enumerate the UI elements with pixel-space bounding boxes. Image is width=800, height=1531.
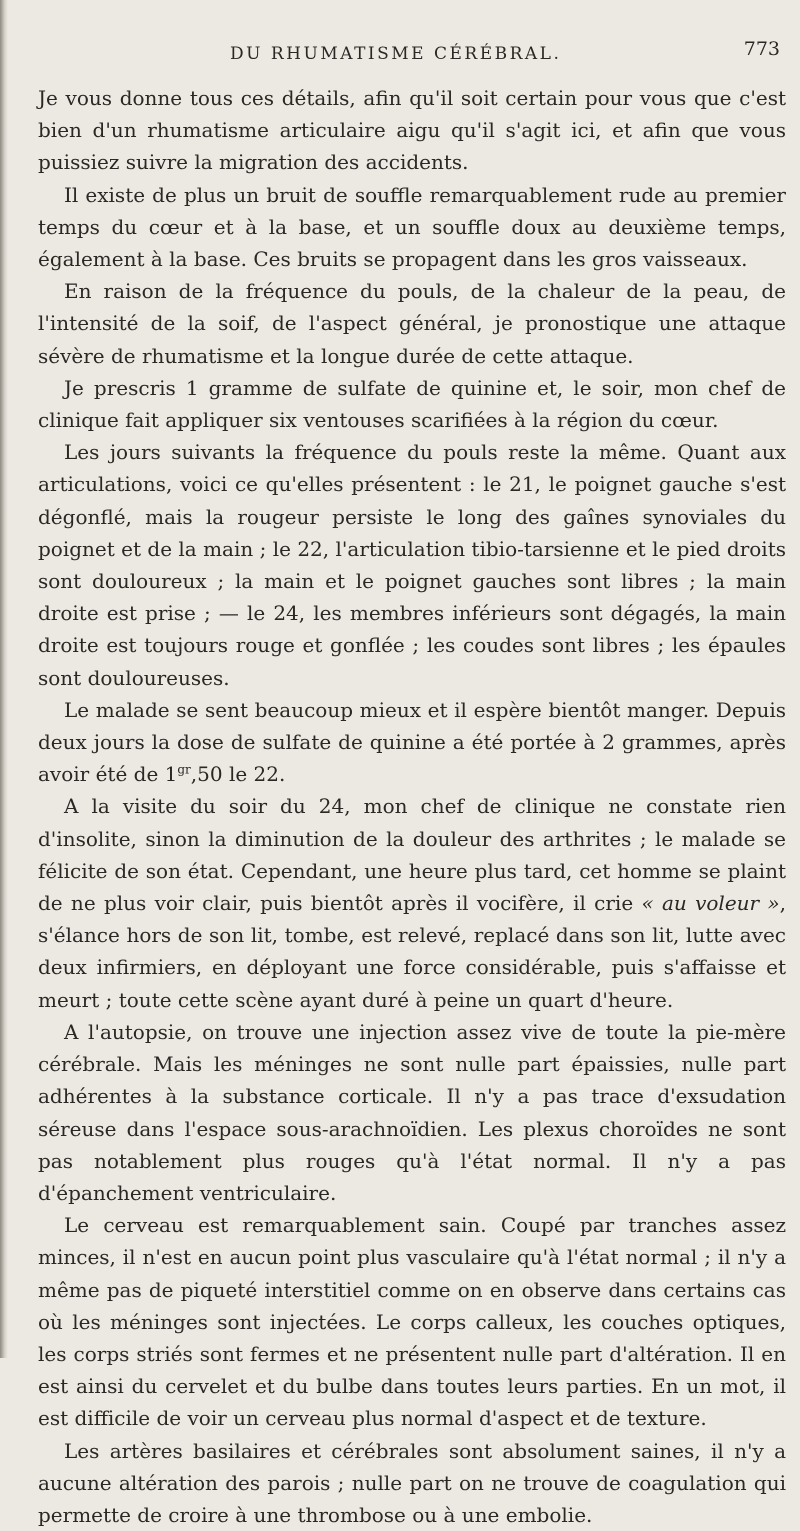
- body-text: [38, 82, 786, 1531]
- dose-tail: ,50 le 22.: [190, 762, 286, 787]
- dose-superscript: gr: [177, 762, 191, 777]
- quote-au-voleur: « au voleur »: [641, 891, 780, 916]
- paragraph-prescription: Je prescris 1 gramme de sulfate de quinine et, le soir, mon chef de clinique fait appliquer six ventouses scarifiées à la région du cœur.: [38, 375, 786, 433]
- paragraph-autopsie: A l'autopsie, on trouve une injection assez vive de toute la pie-mère cérébrale. Mais les méninges ne sont nulle part épaissies, nulle part adhérentes à la substance corticale. Il n'y a pas trace d'exsudation séreuse dans l'espace sous-arachnoïdien. Les plexus choroïdes ne sont pas notablement plus rouges qu'à l'état normal. Il n'y a pas d'épanchement ventriculaire.: [38, 1019, 786, 1205]
- page-header: [0, 38, 800, 74]
- paragraph-quinine: [38, 694, 786, 791]
- paragraph-details: Je vous donne tous ces détails, afin qu'il soit certain pour vous que c'est bien d'un rhumatisme articulaire aigu qu'il s'agit ici, et afin que vous puissiez suivre la migration des accidents.: [38, 86, 786, 175]
- visite-text: A la visite du soir du 24, mon chef de clinique ne constate rien d'insolite, sinon la diminution de la douleur des arthrites ; le malade se félicite de son état. Cependant, une heure plus tard, cet homme se plaint de ne plus voir clair, puis bientôt après il vocifère, il crie: [38, 794, 786, 916]
- paragraph-articulations: Les jours suivants la fréquence du pouls reste la même. Quant aux articulations, voici ce qu'elles présentent : le 21, le poignet gauche s'est dégonflé, mais la rougeur persiste le long des gaînes synoviales du poignet et de la main ; le 22, l'articulation tibio-tarsienne et le pied droits sont douloureux ; la main et le poignet gauches sont libres ; la main droite est prise ; — le 24, les membres inférieurs sont dégagés, la main droite est toujours rouge et gonflée ; les coudes sont libres ; les épaules sont douloureuses.: [38, 440, 786, 690]
- paragraph-pronostic: En raison de la fréquence du pouls, de la chaleur de la peau, de l'intensité de la soif, de l'aspect général, je pronostique une attaque sévère de rhumatisme et la longue durée de cette attaque.: [38, 279, 786, 368]
- page-number: 773: [743, 38, 780, 60]
- running-head: DU RHUMATISME CÉRÉBRAL.: [230, 44, 562, 64]
- page-spine-shadow: [0, 0, 8, 1358]
- quinine-text: Le malade se sent beaucoup mieux et il espère bientôt manger. Depuis deux jours la dose de sulfate de quinine a été portée à 2 grammes, après avoir été de 1: [38, 697, 786, 787]
- paragraph-cerveau: Le cerveau est remarquablement sain. Coupé par tranches assez minces, il n'est en aucun point plus vasculaire qu'à l'état normal ; il n'y a même pas de piqueté interstitiel comme on en observe dans certains cas où les méninges sont injectées. Le corps calleux, les couches optiques, les corps striés sont fermes et ne présentent nulle part d'altération. Il en est ainsi du cervelet et du bulbe dans toutes leurs parties. En un mot, il est difficile de voir un cerveau plus normal d'aspect et de texture.: [38, 1213, 786, 1431]
- paragraph-arteres: Les artères basilaires et cérébrales sont absolument saines, il n'y a aucune altération des parois ; nulle part on ne trouve de coagulation qui permette de croire à une thrombose ou à une embolie.: [38, 1438, 786, 1527]
- paragraph-souffle: Il existe de plus un bruit de souffle remarquablement rude au premier temps du cœur et à la base, et un souffle doux au deuxième temps, également à la base. Ces bruits se propagent dans les gros vaisseaux.: [38, 182, 786, 272]
- paragraph-visite: [38, 790, 786, 1015]
- visite-tail: , s'élance hors de son lit, tombe, est relevé, replacé dans son lit, lutte avec deux infirmiers, en déployant une force considérable, puis s'affaisse et meurt ; toute cette scène ayant duré à peine un quart d'heure.: [38, 891, 786, 1012]
